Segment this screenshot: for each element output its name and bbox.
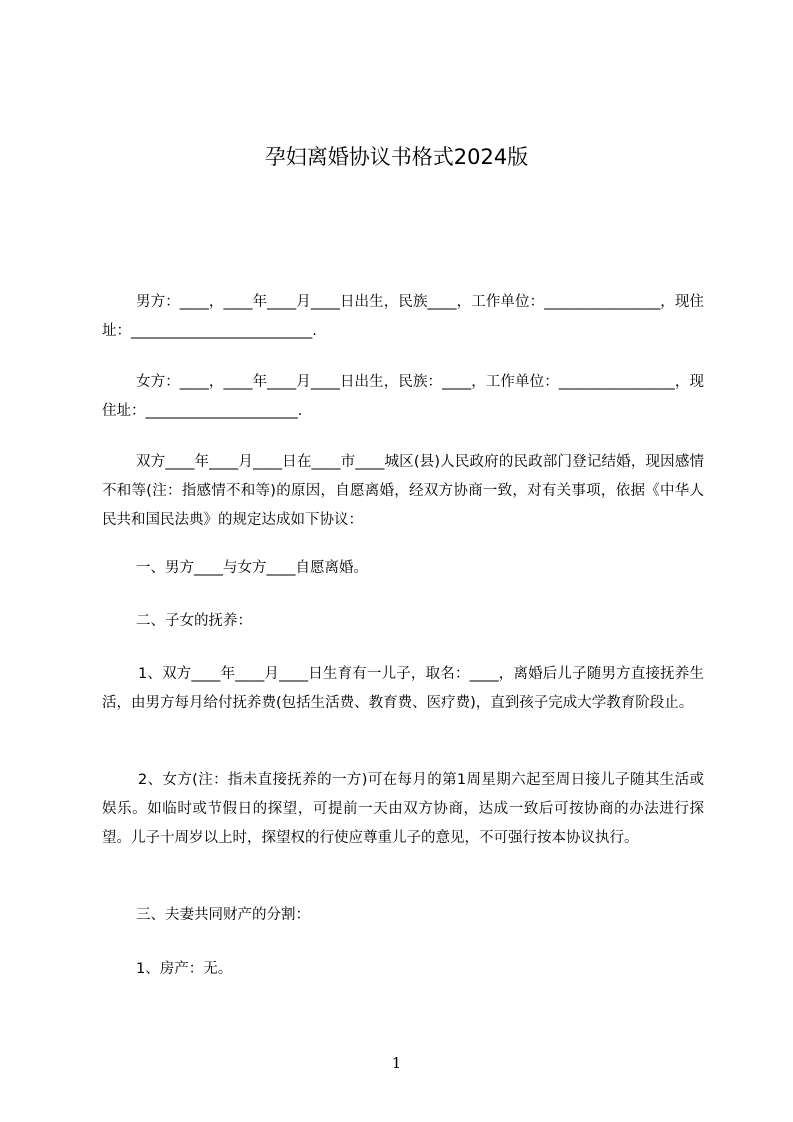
paragraph-clause-1-divorce: 一、男方____与女方____自愿离婚。 [136, 560, 368, 576]
paragraph-clause-3-heading: 三、夫妻共同财产的分割： [136, 907, 310, 923]
paragraph-child-custody: 1、双方____年____月____日生育有一儿子，取名：____，离婚后儿子随男方直接抚养生活，由男方每月给付抚养费(包括生活费、教育费、医疗费)，直到孩子完成大学教育阶段止。 [102, 666, 704, 711]
document-title: 孕妇离婚协议书格式2024版 [264, 145, 529, 169]
paragraph-marriage-registration: 双方____年____月____日在____市____城区(县)人民政府的民政部门登记结婚，现因感情不和等(注：指感情不和等)的原因，自愿离婚，经双方协商一致，对有关事项，依据《中华人民共和国民法典》的规定达成如下协议： [102, 454, 704, 528]
page-number: 1 [391, 1054, 402, 1072]
paragraph-visitation: 2、女方(注：指未直接抚养的一方)可在每月的第1周星期六起至周日接儿子随其生活或娱乐。如临时或节假日的探望，可提前一天由双方协商，达成一致后可按协商的办法进行探望。儿子十周岁以上时，探望权的行使应尊重儿子的意见，不可强行按本协议执行。 [102, 772, 704, 846]
paragraph-male-party: 男方：____，____年____月____日出生，民族____，工作单位：________________，现住址：_________________________. [102, 294, 704, 339]
paragraph-female-party: 女方：____，____年____月____日出生，民族：____，工作单位：________________，现住址：_____________________. [102, 374, 704, 419]
paragraph-property-house: 1、房产：无。 [136, 961, 233, 977]
paragraph-clause-2-heading: 二、子女的抚养： [136, 613, 252, 629]
